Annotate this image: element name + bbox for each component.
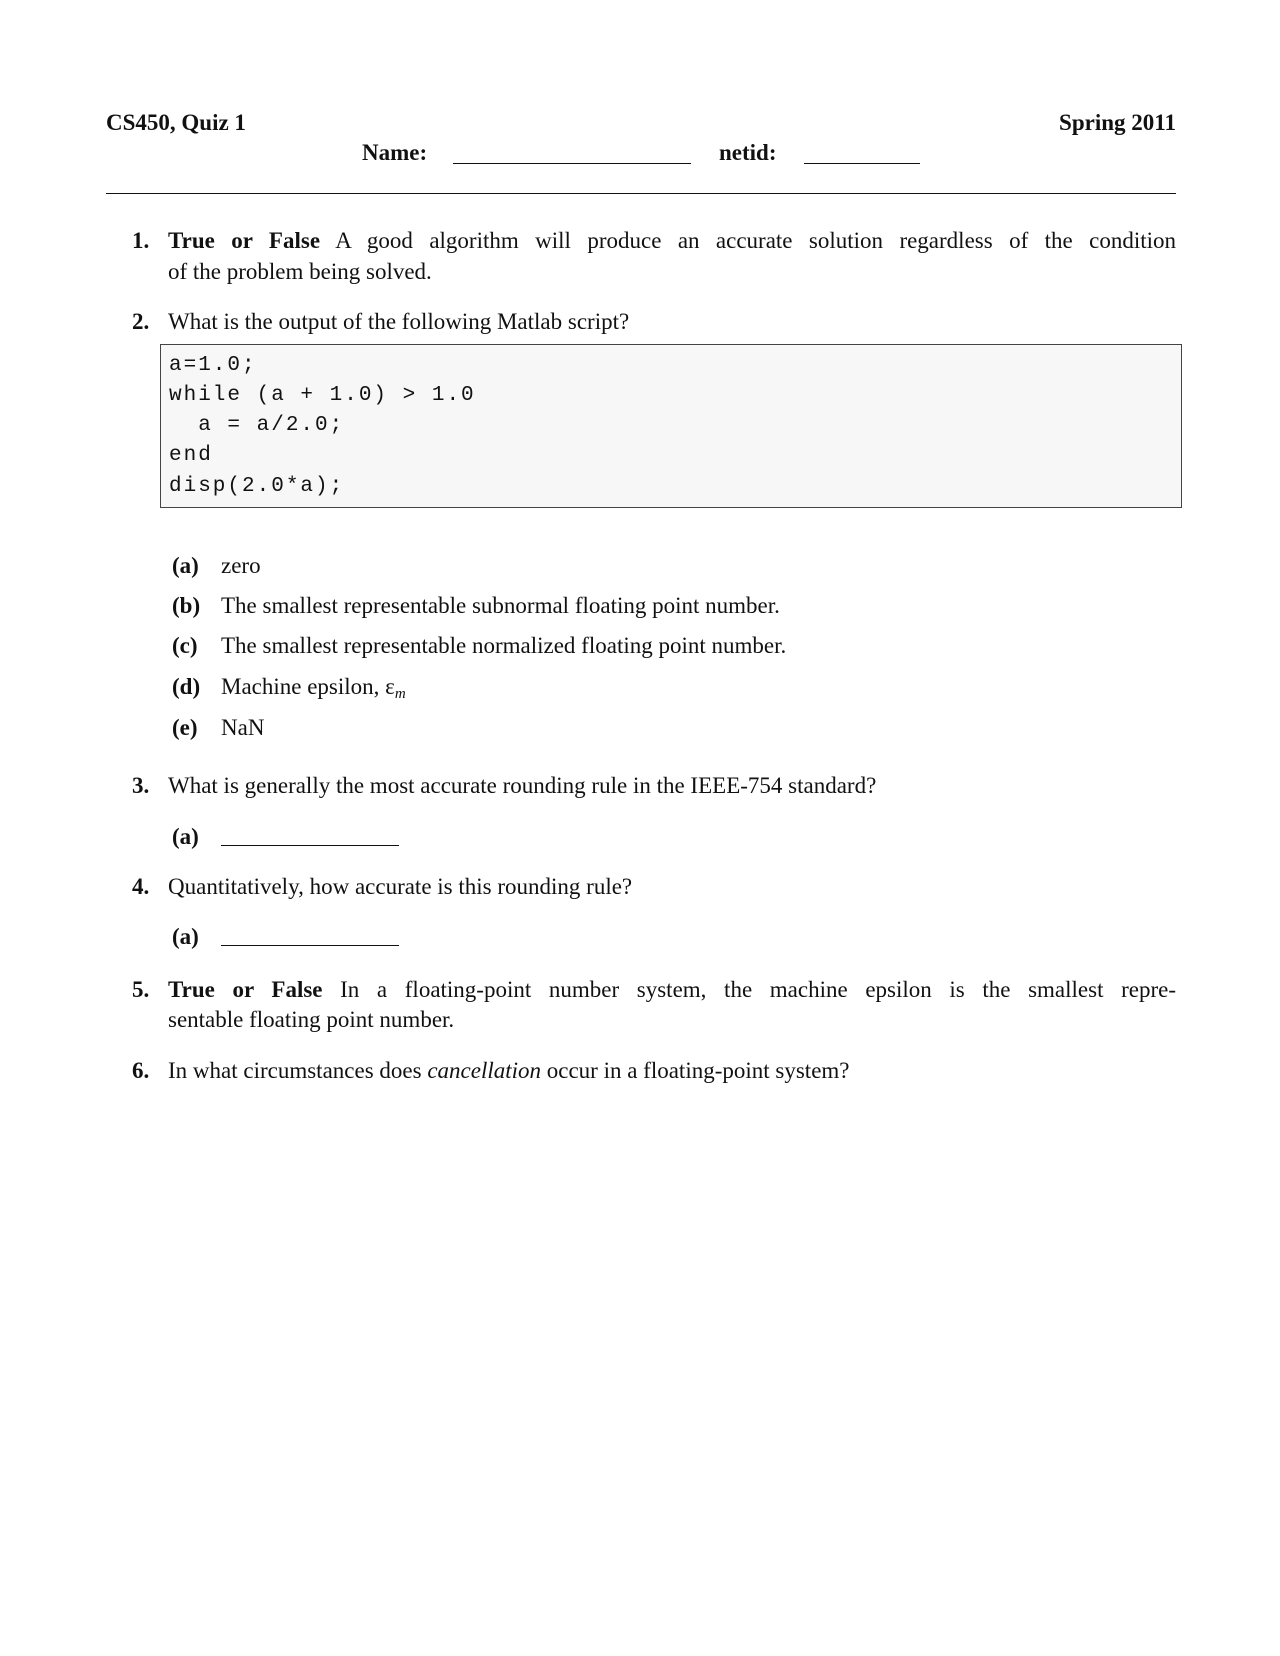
code-line: end	[169, 444, 213, 467]
header-divider	[106, 193, 1176, 194]
name-label: Name:	[362, 140, 428, 165]
question-3-text: What is generally the most accurate rounding rule in the IEEE-754 standard?	[168, 773, 877, 798]
code-line: a=1.0;	[169, 354, 257, 377]
question-6-text	[168, 1059, 850, 1082]
netid-blank[interactable]	[804, 163, 920, 164]
option-text: The smallest representable subnormal floating point number.	[221, 593, 780, 618]
question-number: 4.	[132, 874, 150, 899]
option-text: The smallest representable normalized floating point number.	[221, 633, 787, 658]
true-false-lead: True or False	[168, 977, 323, 1002]
option-text: Machine epsilon, ε	[221, 674, 395, 699]
option-label: (a)	[172, 824, 199, 849]
question-5-line-1	[168, 978, 1176, 1001]
option-label: (a)	[172, 553, 199, 578]
answer-a-label	[172, 925, 221, 948]
option-label: (b)	[172, 593, 201, 618]
question-1-line-1	[168, 229, 1176, 252]
question-text: occur in a floating-point system?	[546, 1058, 850, 1083]
question-number: 2.	[132, 309, 150, 334]
option-e[interactable]	[172, 716, 264, 739]
name-blank[interactable]	[453, 163, 691, 164]
question-number: 1.	[132, 228, 150, 253]
question-number: 5.	[132, 977, 150, 1002]
option-label: (e)	[172, 715, 198, 740]
option-label: (d)	[172, 674, 201, 699]
option-subscript: m	[394, 686, 406, 702]
option-label: (c)	[172, 633, 198, 658]
question-text: In what circumstances does	[168, 1058, 422, 1083]
answer-blank[interactable]	[221, 945, 399, 946]
true-false-lead: True or False	[168, 228, 321, 253]
option-d[interactable]	[172, 675, 406, 702]
question-1-line-2: of the problem being solved.	[168, 259, 432, 284]
option-text: NaN	[221, 715, 265, 740]
question-number: 3.	[132, 773, 150, 798]
code-line: disp(2.0*a);	[169, 475, 345, 498]
answer-a-label	[172, 825, 221, 848]
question-text: In a floating-point number system, the machine epsilon is the smallest repre-	[340, 977, 1177, 1002]
question-2-text: What is the output of the following Matlab script?	[168, 309, 630, 334]
option-text: zero	[221, 553, 261, 578]
option-a[interactable]	[172, 554, 261, 577]
code-line: a = a/2.0;	[169, 414, 345, 437]
option-label: (a)	[172, 924, 199, 949]
question-number: 6.	[132, 1058, 150, 1083]
code-line: while (a + 1.0) > 1.0	[169, 384, 476, 407]
question-text: A good algorithm will produce an accurate solution regardless of the condition	[335, 228, 1177, 253]
netid-label: netid:	[719, 140, 777, 165]
question-5-line-2: sentable floating point number.	[168, 1007, 455, 1032]
course-title: CS450, Quiz 1	[106, 110, 246, 135]
option-c[interactable]	[172, 634, 786, 657]
question-4-text: Quantitatively, how accurate is this rounding rule?	[168, 874, 633, 899]
term: Spring 2011	[1059, 110, 1176, 135]
answer-blank[interactable]	[221, 845, 399, 846]
option-b[interactable]	[172, 594, 780, 617]
emphasis-term: cancellation	[427, 1058, 541, 1083]
